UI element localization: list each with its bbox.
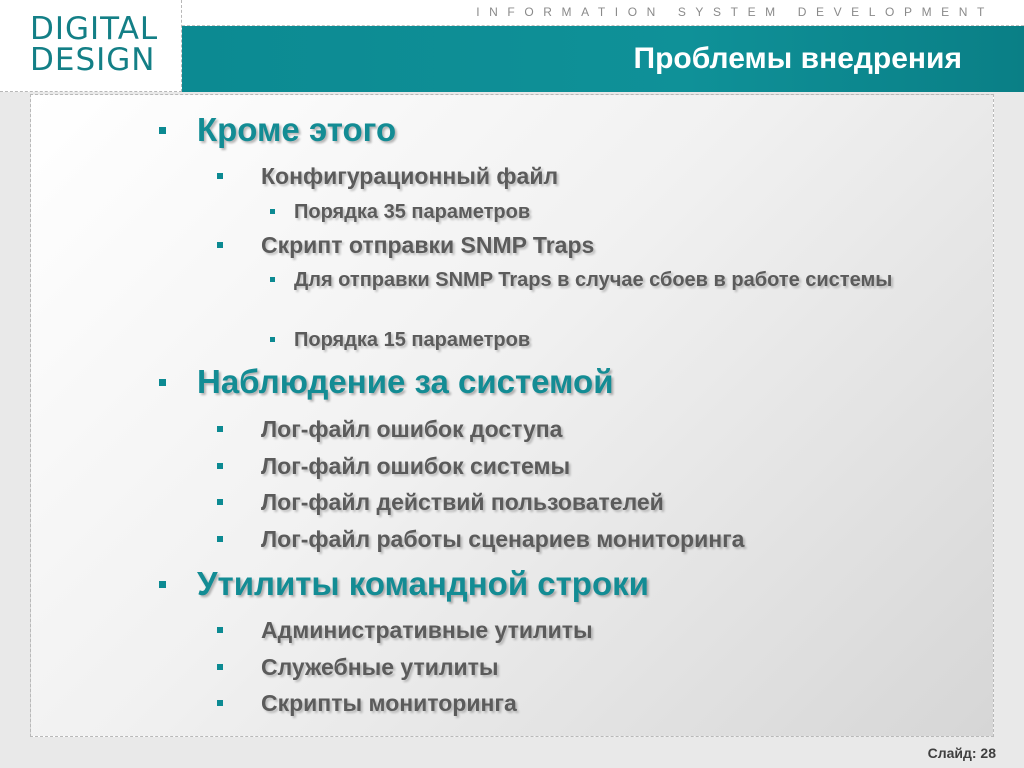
bullet-item-l1 [197, 111, 396, 149]
bullet-item-l2 [261, 416, 562, 443]
square-bullet-icon [159, 581, 166, 588]
company-logo [0, 0, 182, 92]
tagline-bar [182, 0, 1024, 26]
square-bullet-icon [217, 536, 223, 542]
logo-line-1: DIGITAL [30, 11, 159, 47]
square-bullet-icon [217, 463, 223, 469]
bullet-text: Лог-файл ошибок доступа [261, 416, 563, 442]
slide-title: Проблемы внедрения [633, 42, 962, 75]
bullet-item-l2 [261, 453, 570, 480]
bullet-text: Лог-файл действий пользователей [261, 489, 664, 515]
square-bullet-icon [217, 499, 223, 505]
square-bullet-icon [270, 277, 275, 282]
square-bullet-icon [217, 426, 223, 432]
slide-number: Слайд: 28 [927, 745, 996, 761]
bullet-text: Конфигурационный файл [261, 163, 559, 189]
bullet-item-l2 [261, 489, 664, 516]
bullet-text: Порядка 15 параметров [294, 329, 531, 351]
square-bullet-icon [217, 627, 223, 633]
bullet-item-l3 [294, 328, 530, 353]
bullet-text: Служебные утилиты [261, 654, 499, 680]
bullet-text: Утилиты командной строки [197, 565, 649, 602]
bullet-text: Скрипты мониторинга [261, 690, 517, 716]
slide-content [30, 94, 994, 737]
bullet-item-l2 [261, 654, 499, 681]
bullet-item-l1 [197, 565, 649, 603]
bullet-item-l2 [261, 163, 558, 190]
bullet-item-l3 [294, 200, 530, 225]
bullet-text: Наблюдение за системой [197, 363, 614, 400]
logo-line-2: DESIGN [30, 42, 156, 78]
bullet-text: Административные утилиты [261, 617, 593, 643]
bullet-item-l3 [294, 268, 984, 293]
square-bullet-icon [159, 379, 166, 386]
bullet-item-l1 [197, 363, 613, 401]
title-bar [182, 26, 1024, 92]
tagline: INFORMATION SYSTEM DEVELOPMENT [476, 5, 994, 19]
bullet-item-l2 [261, 690, 517, 717]
bullet-text: Лог-файл ошибок системы [261, 453, 571, 479]
bullet-text: Кроме этого [197, 111, 397, 148]
bullet-text: Для отправки SNMP Traps в случае сбоев в работе системы [294, 269, 893, 291]
square-bullet-icon [217, 664, 223, 670]
square-bullet-icon [217, 700, 223, 706]
square-bullet-icon [217, 173, 223, 179]
square-bullet-icon [270, 337, 275, 342]
bullet-text: Порядка 35 параметров [294, 201, 531, 223]
bullet-item-l2 [261, 617, 593, 644]
bullet-text: Лог-файл работы сценариев мониторинга [261, 526, 745, 552]
square-bullet-icon [159, 127, 166, 134]
bullet-item-l2 [261, 232, 594, 259]
bullet-item-l2 [261, 526, 744, 553]
square-bullet-icon [217, 242, 223, 248]
bullet-text: Скрипт отправки SNMP Traps [261, 232, 595, 258]
square-bullet-icon [270, 209, 275, 214]
